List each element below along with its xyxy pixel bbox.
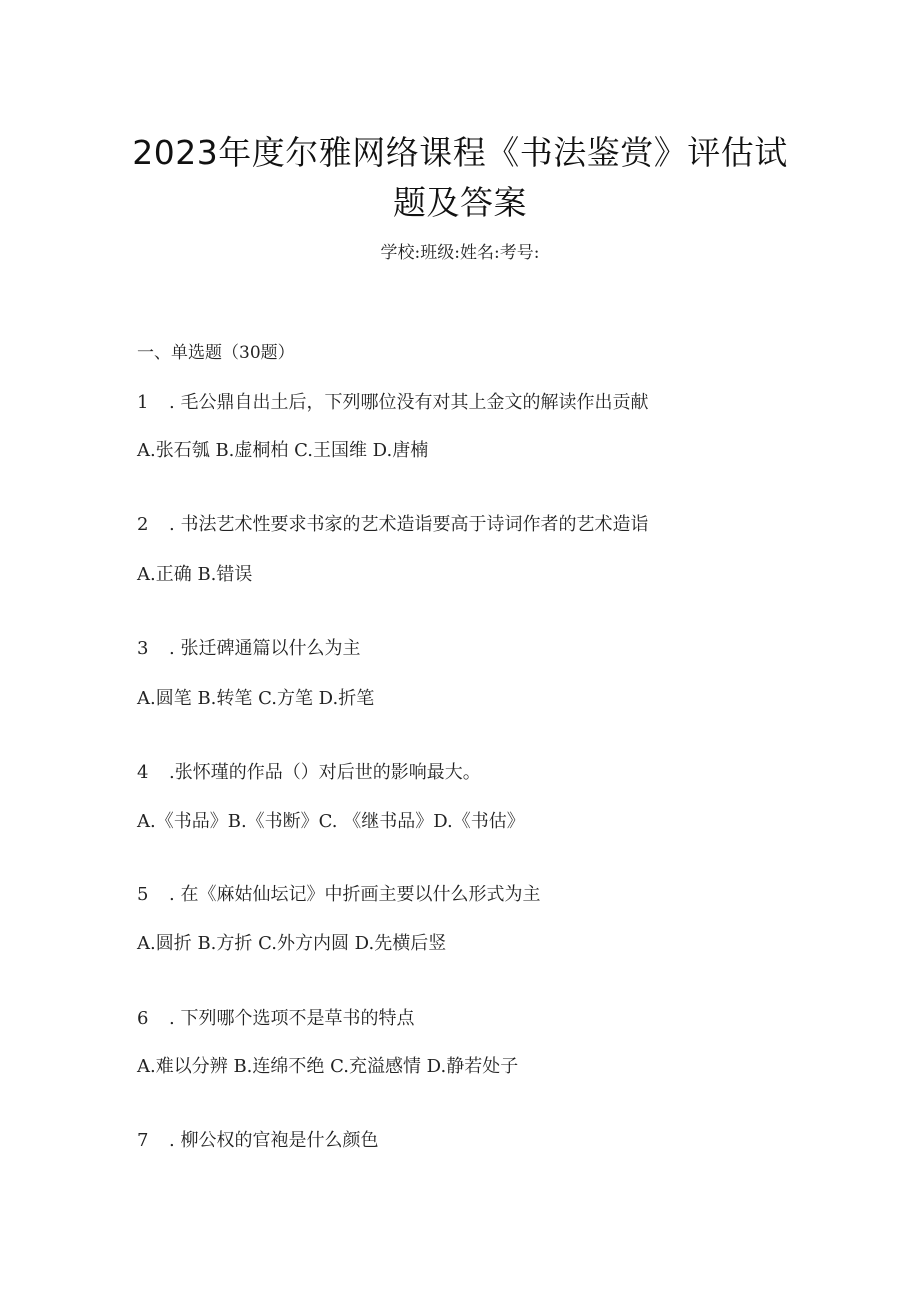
question-text: . 张迁碑通篇以什么为主	[169, 638, 361, 659]
student-info-line: 学校:班级:姓名:考号:	[380, 243, 540, 263]
question-3-options: A.圆笔 B.转笔 C.方笔 D.折笔	[137, 688, 375, 709]
question-text: . 毛公鼎自出土后，下列哪位没有对其上金文的解读作出贡献	[169, 392, 649, 413]
question-text: . 下列哪个选项不是草书的特点	[169, 1008, 415, 1029]
question-7	[137, 1128, 378, 1154]
question-number: 7	[137, 1130, 149, 1151]
question-4	[137, 760, 481, 786]
question-1-options: A.张石瓠 B.虚桐柏 C.王国维 D.唐楠	[137, 440, 429, 461]
question-number: 3	[137, 638, 149, 659]
question-number: 6	[137, 1008, 149, 1029]
section-heading: 一、单选题（30题）	[137, 343, 295, 363]
question-1	[137, 390, 648, 416]
question-5	[137, 882, 540, 908]
question-number: 5	[137, 884, 149, 905]
question-number: 4	[137, 762, 149, 783]
question-6-options: A.难以分辨 B.连绵不绝 C.充溢感情 D.静若处子	[137, 1056, 519, 1077]
question-text: . 柳公权的官袍是什么颜色	[169, 1130, 379, 1151]
question-4-options: A.《书品》B.《书断》C. 《继书品》D.《书估》	[137, 811, 525, 832]
question-3	[137, 636, 360, 662]
question-5-options: A.圆折 B.方折 C.外方内圆 D.先横后竖	[137, 933, 447, 954]
question-2-options: A.正确 B.错误	[137, 564, 253, 585]
question-text: . 书法艺术性要求书家的艺术造诣要高于诗词作者的艺术造诣	[169, 514, 649, 535]
document-title-line2: 题及答案	[393, 183, 527, 222]
document-title-line1: 2023年度尔雅网络课程《书法鉴赏》评估试	[132, 133, 788, 172]
question-number: 1	[137, 392, 149, 413]
question-2	[137, 512, 648, 538]
question-number: 2	[137, 514, 149, 535]
question-text: . 在《麻姑仙坛记》中折画主要以什么形式为主	[169, 884, 541, 905]
question-text: .张怀瑾的作品（）对后世的影响最大。	[169, 762, 481, 783]
question-6	[137, 1006, 414, 1032]
